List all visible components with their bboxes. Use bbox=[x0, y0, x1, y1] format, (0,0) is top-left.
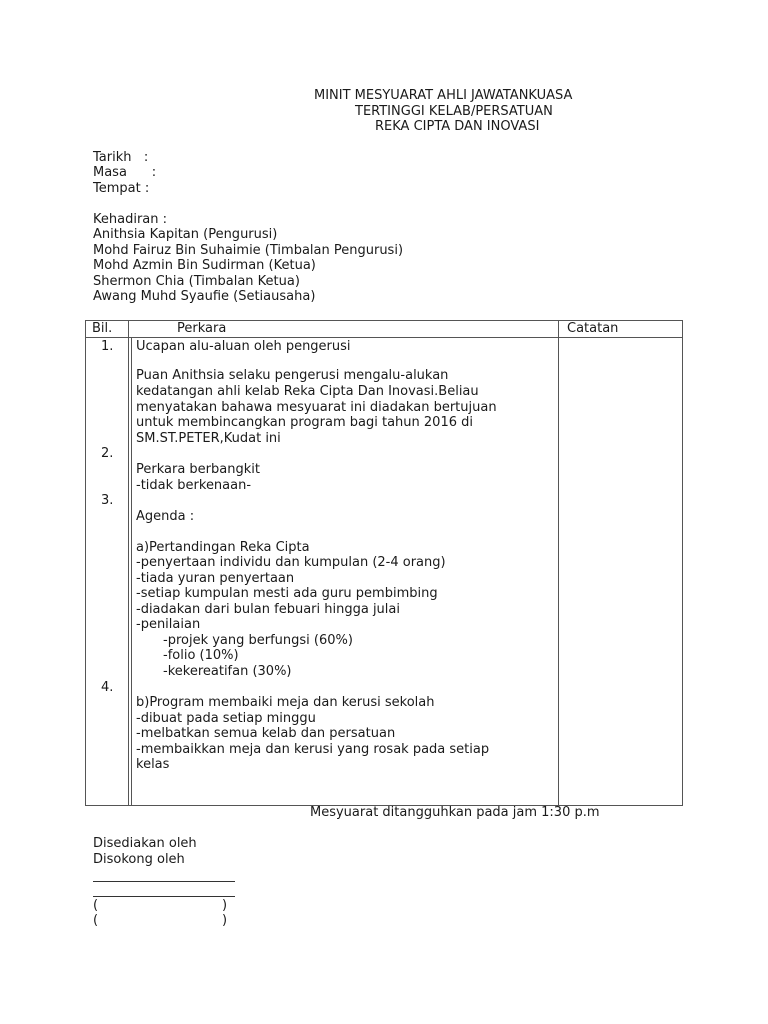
item-number: 4. bbox=[101, 680, 114, 695]
header-perkara: Perkara bbox=[177, 321, 227, 336]
perkara-line: kedatangan ahli kelab Reka Cipta Dan Inovasi.Beliau bbox=[136, 384, 479, 399]
signature-name-1: ( ) bbox=[93, 898, 228, 913]
attendance-member: Anithsia Kapitan (Pengurusi) bbox=[93, 227, 278, 242]
title-line-2: TERTINGGI KELAB/PERSATUAN bbox=[355, 104, 553, 119]
perkara-line: -melbatkan semua kelab dan persatuan bbox=[136, 726, 396, 741]
item-number: 3. bbox=[101, 493, 114, 508]
perkara-line: -diadakan dari bulan febuari hingga julai bbox=[136, 602, 400, 617]
perkara-line: -penilaian bbox=[136, 617, 201, 632]
perkara-line: Perkara berbangkit bbox=[136, 462, 260, 477]
perkara-line: -tidak berkenaan- bbox=[136, 478, 252, 493]
signature-line-1 bbox=[93, 881, 235, 882]
header-bil: Bil. bbox=[92, 321, 113, 336]
attendance-member: Awang Muhd Syaufie (Setiausaha) bbox=[93, 289, 316, 304]
signature-line-2 bbox=[93, 896, 235, 897]
perkara-line: Ucapan alu-aluan oleh pengerusi bbox=[136, 339, 351, 354]
masa-label: Masa : bbox=[93, 165, 157, 180]
item-number: 1. bbox=[101, 339, 114, 354]
attendance-member: Shermon Chia (Timbalan Ketua) bbox=[93, 274, 300, 289]
table-col-divider-1b bbox=[131, 337, 132, 806]
perkara-line: a)Pertandingan Reka Cipta bbox=[136, 540, 310, 555]
supported-by-label: Disokong oleh bbox=[93, 852, 185, 867]
table-header-divider bbox=[85, 337, 683, 338]
item-number: 2. bbox=[101, 446, 114, 461]
attendance-heading: Kehadiran : bbox=[93, 212, 168, 227]
perkara-line: Puan Anithsia selaku pengerusi mengalu-alukan bbox=[136, 368, 449, 383]
prepared-by-label: Disediakan oleh bbox=[93, 836, 197, 851]
perkara-line: kelas bbox=[136, 757, 170, 772]
perkara-line: -dibuat pada setiap minggu bbox=[136, 711, 316, 726]
table-col-divider-1 bbox=[128, 320, 129, 806]
perkara-line: menyatakan bahawa mesyuarat ini diadakan bertujuan bbox=[136, 400, 497, 415]
perkara-line: -kekereatifan (30%) bbox=[163, 664, 292, 679]
perkara-line: -setiap kumpulan mesti ada guru pembimbing bbox=[136, 586, 438, 601]
title-line-3: REKA CIPTA DAN INOVASI bbox=[375, 119, 540, 134]
perkara-line: untuk membincangkan program bagi tahun 2016 di bbox=[136, 415, 473, 430]
attendance-member: Mohd Azmin Bin Sudirman (Ketua) bbox=[93, 258, 316, 273]
perkara-line: -folio (10%) bbox=[163, 648, 239, 663]
perkara-line: -projek yang berfungsi (60%) bbox=[163, 633, 353, 648]
adjourn-note: Mesyuarat ditangguhkan pada jam 1:30 p.m bbox=[310, 805, 600, 820]
header-catatan: Catatan bbox=[567, 321, 619, 336]
attendance-member: Mohd Fairuz Bin Suhaimie (Timbalan Pengurusi) bbox=[93, 243, 404, 258]
perkara-line: b)Program membaiki meja dan kerusi sekolah bbox=[136, 695, 435, 710]
tarikh-label: Tarikh : bbox=[93, 150, 149, 165]
perkara-line: Agenda : bbox=[136, 509, 195, 524]
table-col-divider-2 bbox=[558, 320, 559, 806]
perkara-line: -penyertaan individu dan kumpulan (2-4 orang) bbox=[136, 555, 446, 570]
title-line-1: MINIT MESYUARAT AHLI JAWATANKUASA bbox=[314, 88, 573, 103]
perkara-line: -tiada yuran penyertaan bbox=[136, 571, 295, 586]
perkara-line: -membaikkan meja dan kerusi yang rosak pada setiap bbox=[136, 742, 490, 757]
signature-name-2: ( ) bbox=[93, 913, 228, 928]
tempat-label: Tempat : bbox=[93, 181, 150, 196]
perkara-line: SM.ST.PETER,Kudat ini bbox=[136, 431, 281, 446]
